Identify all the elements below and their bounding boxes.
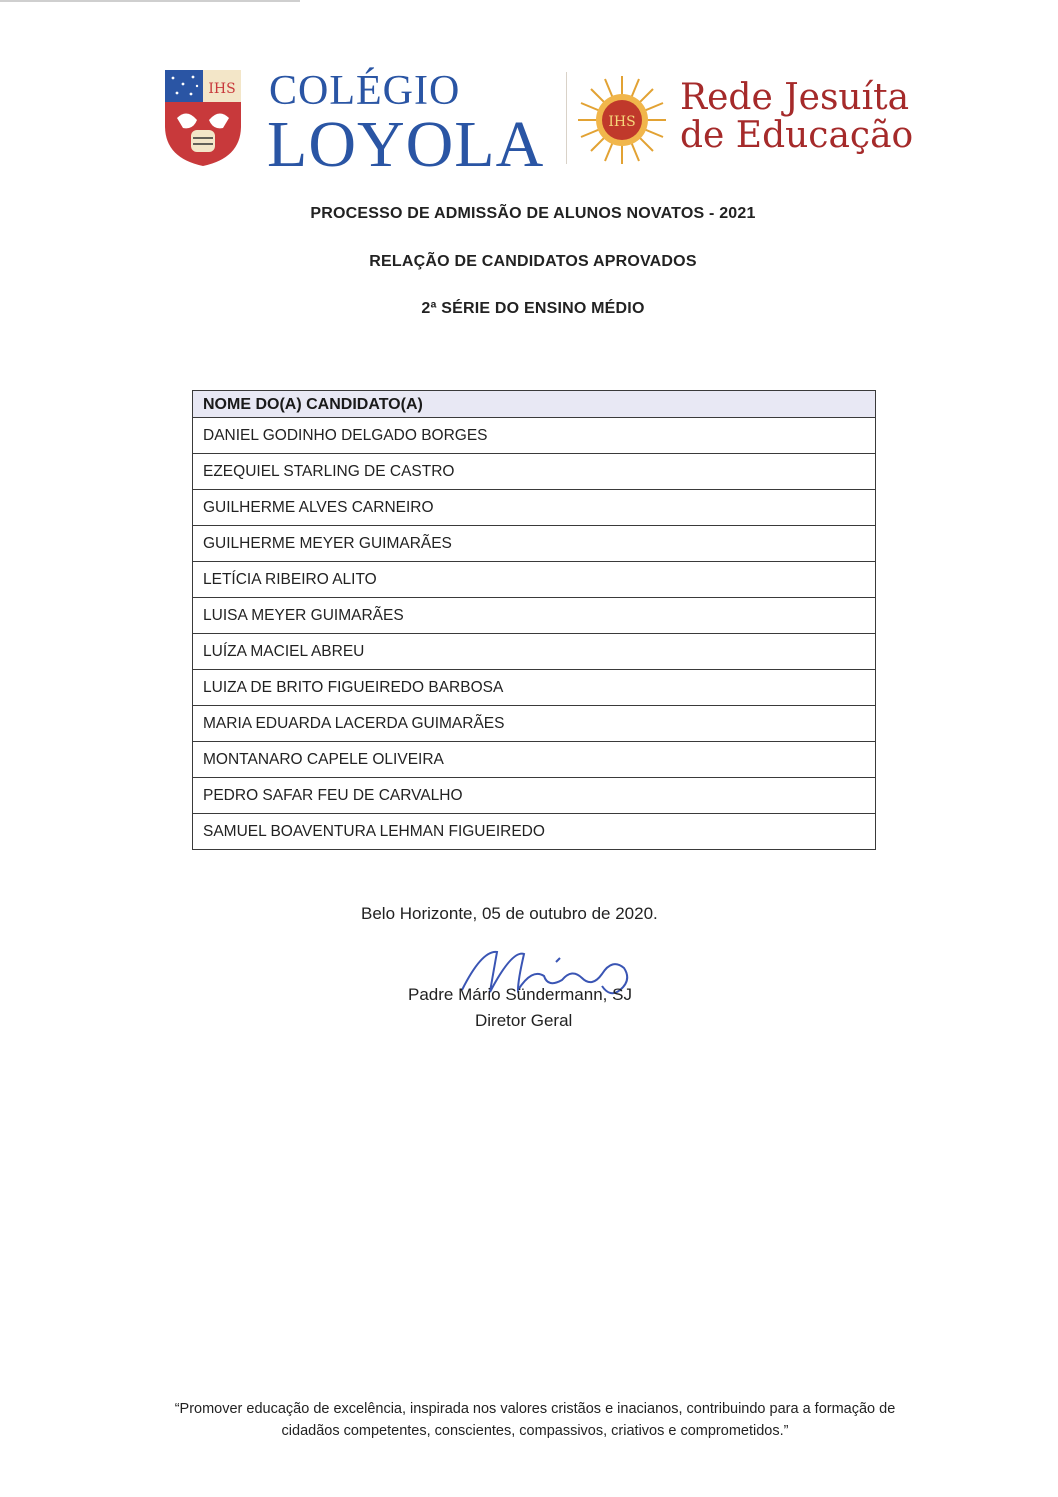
rede-jesuita-logo (576, 68, 916, 168)
svg-text:IHS: IHS (208, 81, 236, 97)
table-row: GUILHERME MEYER GUIMARÃES (193, 526, 875, 562)
top-rule (0, 0, 300, 2)
table-row: LUISA MEYER GUIMARÃES (193, 598, 875, 634)
svg-text:IHS: IHS (608, 114, 636, 130)
place-date: Belo Horizonte, 05 de outubro de 2020. (361, 904, 658, 923)
signer-name: Padre Mário Sündermann, SJ (408, 985, 632, 1004)
grade-title: 2ª SÉRIE DO ENSINO MÉDIO (421, 300, 645, 317)
table-row: LUÍZA MACIEL ABREU (193, 634, 875, 670)
table-row: MONTANARO CAPELE OLIVEIRA (193, 742, 875, 778)
table-row: PEDRO SAFAR FEU DE CARVALHO (193, 778, 875, 814)
colegio-loyola-logo (163, 68, 545, 181)
table-row: LETÍCIA RIBEIRO ALITO (193, 562, 875, 598)
logo-divider (566, 72, 567, 164)
sun-emblem-icon (576, 74, 668, 166)
table-row: GUILHERME ALVES CARNEIRO (193, 490, 875, 526)
mission-line1: “Promover educação de excelência, inspirada nos valores cristãos e inacianos, contribuindo para a formação de (174, 1401, 896, 1417)
table-row: LUIZA DE BRITO FIGUEIREDO BARBOSA (193, 670, 875, 706)
table-header: NOME DO(A) CANDIDATO(A) (193, 391, 875, 418)
shield-icon (163, 68, 243, 168)
list-title: RELAÇÃO DE CANDIDATOS APROVADOS (369, 253, 697, 270)
table-row: DANIEL GODINHO DELGADO BORGES (193, 418, 875, 454)
signer-role: Diretor Geral (475, 1011, 573, 1030)
rede-title-line1: Rede Jesuíta (680, 77, 910, 118)
table-row: MARIA EDUARDA LACERDA GUIMARÃES (193, 706, 875, 742)
mission-line2: cidadãos competentes, conscientes, compassivos, criativos e comprometidos.” (281, 1423, 789, 1439)
table-row: EZEQUIEL STARLING DE CASTRO (193, 454, 875, 490)
mission-statement (100, 1398, 970, 1442)
table-row: SAMUEL BOAVENTURA LEHMAN FIGUEIREDO (203, 823, 545, 840)
rede-title-line2: de Educação (680, 115, 914, 156)
approved-candidates-table (192, 390, 876, 850)
loyola-title-line2: LOYOLA (267, 108, 545, 181)
process-title: PROCESSO DE ADMISSÃO DE ALUNOS NOVATOS - 2021 (310, 205, 756, 222)
loyola-title-line1: COLÉGIO (269, 68, 461, 114)
